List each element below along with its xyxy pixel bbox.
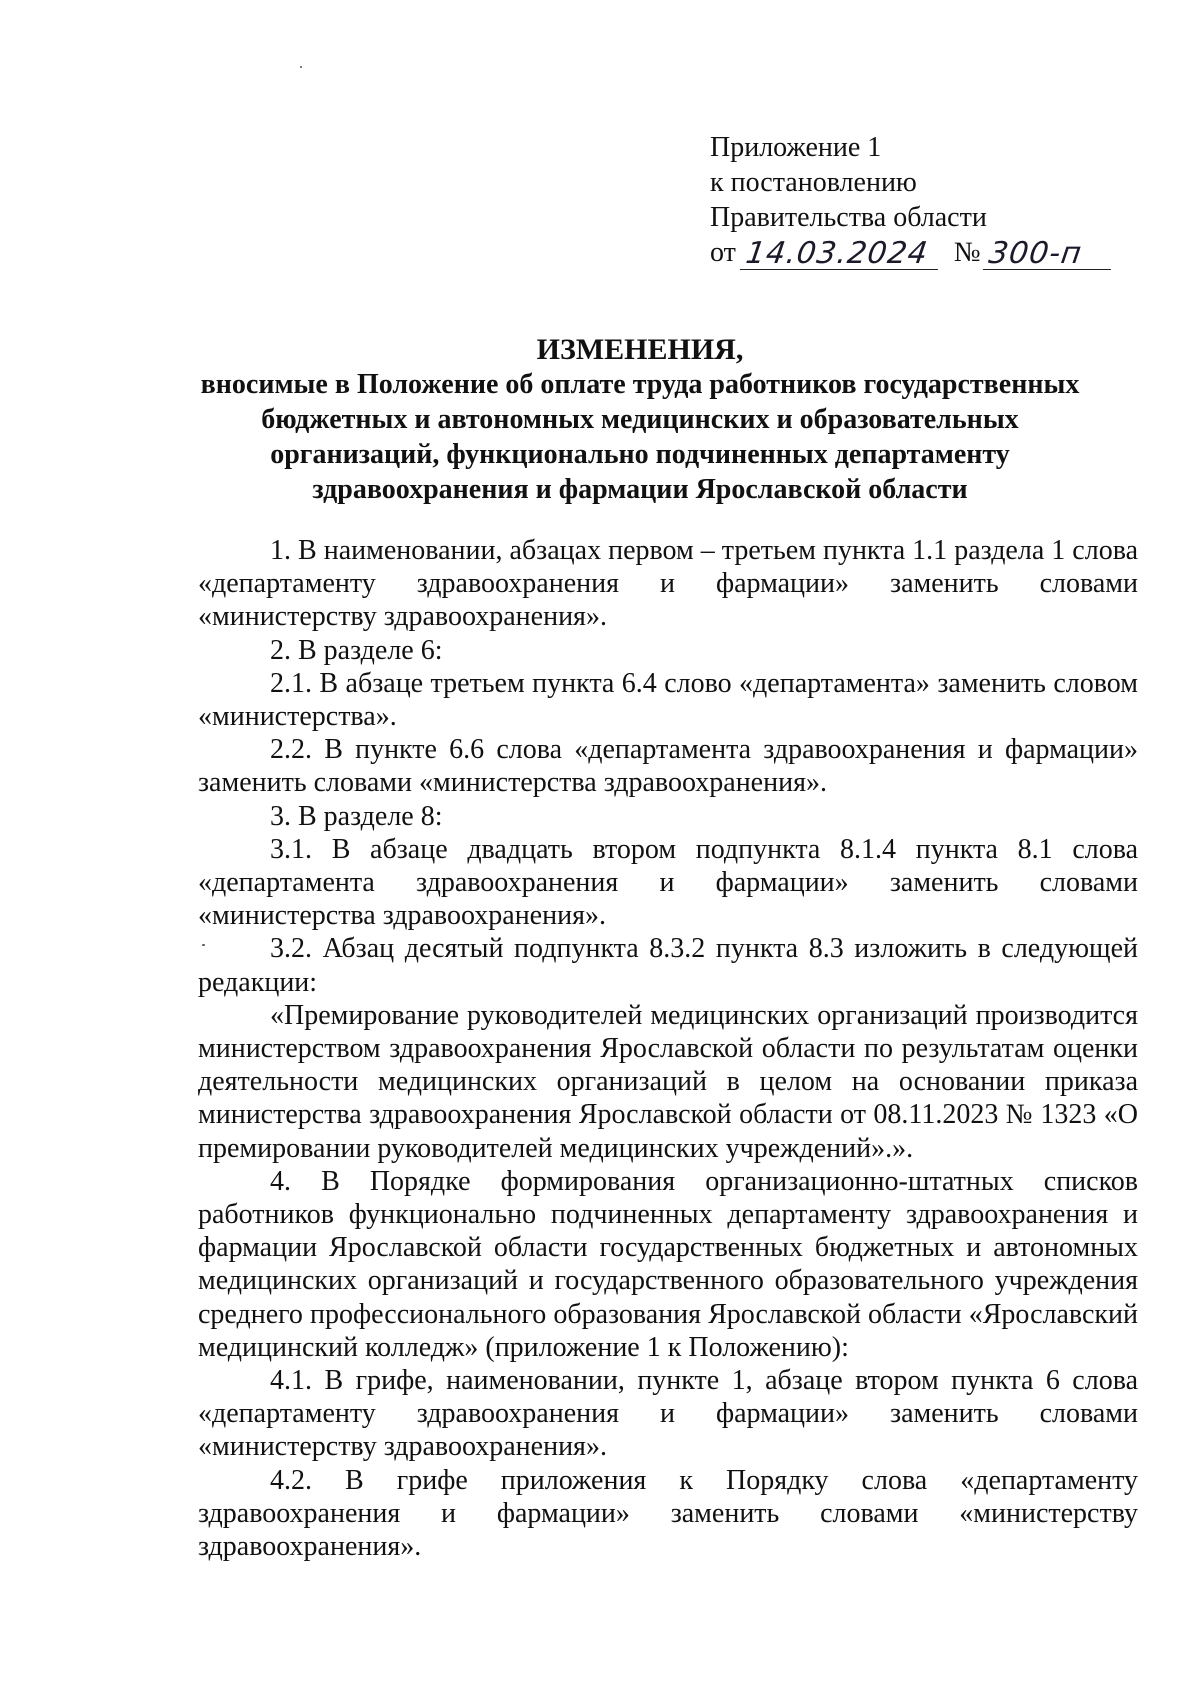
handwritten-date: 14.03.2024	[740, 239, 942, 270]
government-label: Правительства области	[710, 202, 987, 233]
quoted-paragraph: «Премирование руководителей медицинских организаций производится министерством здравоохранения Ярославской области по результатам оценки деятельности медицинских организаций в целом на основании приказа министерства здравоохранения Ярославской области от 08.11.2023 № 1323 «О премировании руководителей медицинских учреждений».».	[198, 999, 1138, 1164]
date-number-line	[710, 235, 1130, 270]
date-prefix: от	[710, 237, 736, 268]
document-title	[150, 332, 1130, 507]
scan-speck	[202, 944, 205, 946]
appendix-header	[710, 130, 1130, 270]
paragraph-3: 3. В разделе 8:	[270, 800, 443, 832]
title-line: здравоохранения и фармации Ярославской области	[312, 474, 968, 505]
handwritten-number: 300-п	[982, 239, 1114, 270]
number-sign: №	[953, 237, 981, 268]
paragraph-4-1: 4.1. В грифе, наименовании, пункте 1, абзаце втором пункта 6 слова «департаменту здравоохранения и фармации» заменить словами «министерству здравоохранения».	[198, 1365, 1138, 1463]
paragraph-4: 4. В Порядке формирования организационно-штатных списков работников функционально подчиненных департаменту здравоохранения и фармации Ярославской области государственных бюджетных и автономных медицинских организаций и государственного образовательного учреждения среднего профессионального образования Ярославской области «Ярославский медицинский колледж» (приложение 1 к Положению):	[198, 1165, 1138, 1363]
title-main: ИЗМЕНЕНИЯ,	[536, 333, 744, 366]
title-line: вносимые в Положение об оплате труда работников государственных	[200, 369, 1080, 400]
title-line: бюджетных и автономных медицинских и образовательных	[261, 404, 1019, 435]
scan-speck	[300, 66, 302, 68]
document-body	[198, 534, 1138, 1563]
paragraph-3-1: 3.1. В абзаце двадцать втором подпункта 8.1.4 пункта 8.1 слова «департамента здравоохранения и фармации» заменить словами «министерства здравоохранения».	[198, 833, 1138, 932]
paragraph-2-1: 2.1. В абзаце третьем пункта 6.4 слово «департамента» заменить словом «министерства».	[198, 667, 1138, 733]
resolution-label: к постановлению	[710, 167, 917, 198]
paragraph-1: 1. В наименовании, абзацах первом – третьем пункта 1.1 раздела 1 слова «департаменту здравоохранения и фармации» заменить словами «министерству здравоохранения».	[198, 535, 1138, 633]
paragraph-2-2: 2.2. В пункте 6.6 слова «департамента здравоохранения и фармации» заменить словами «министерства здравоохранения».	[198, 734, 1138, 799]
title-line: организаций, функционально подчиненных департаменту	[270, 439, 1010, 470]
paragraph-2: 2. В разделе 6:	[270, 634, 443, 666]
paragraph-3-2: 3.2. Абзац десятый подпункта 8.3.2 пункта 8.3 изложить в следующей редакции:	[198, 933, 1138, 998]
paragraph-4-2: 4.2. В грифе приложения к Порядку слова «департаменту здравоохранения и фармации» заменить словами «министерству здравоохранения».	[198, 1464, 1138, 1563]
appendix-label: Приложение 1	[710, 132, 882, 163]
